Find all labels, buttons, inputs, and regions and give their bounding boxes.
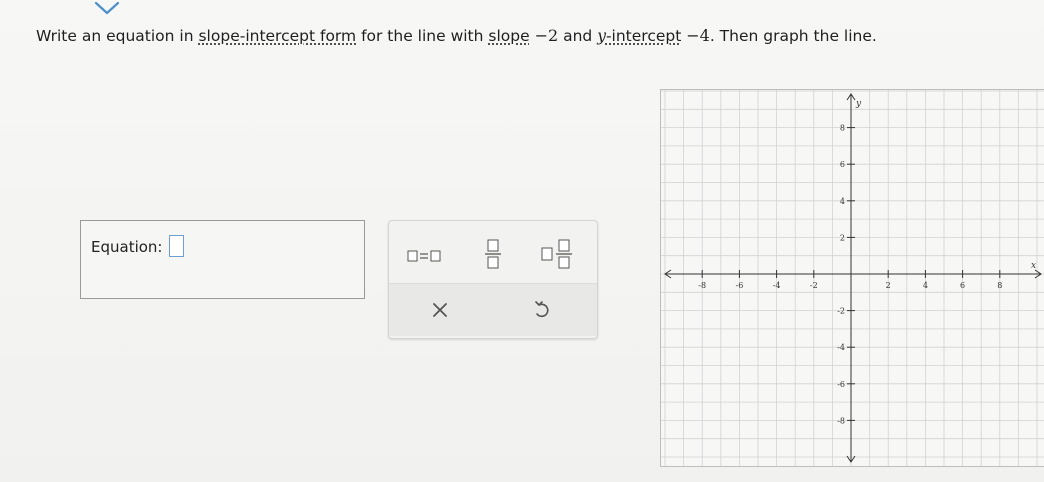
equation-answer-box (80, 220, 365, 299)
undo-button[interactable] (527, 296, 557, 324)
math-toolbar (388, 220, 598, 339)
x-tick-label: 2 (885, 281, 891, 290)
slope-intercept-form-link[interactable]: slope-intercept form (198, 27, 357, 45)
y-tick-label: 4 (839, 196, 845, 206)
question-part3: and (558, 27, 598, 45)
mixed-number-template-button[interactable] (537, 235, 577, 273)
collapse-chevron-icon[interactable] (92, 0, 122, 18)
x-tick-label: -8 (698, 281, 707, 290)
close-icon (431, 301, 449, 319)
x-tick-label: 8 (997, 281, 1003, 290)
tick-labels (698, 99, 1036, 425)
toolbar-action-row (389, 283, 597, 336)
x-tick-label: -4 (772, 281, 781, 290)
grid-lines (661, 90, 1044, 466)
mixed-number-template-icon (539, 237, 575, 271)
y-tick-label: -4 (837, 343, 845, 353)
question-part1: Write an equation in (36, 27, 199, 45)
equals-template-icon (404, 248, 444, 264)
y-tick-label: 6 (839, 160, 845, 170)
question-part2: for the line with (356, 27, 489, 45)
fraction-template-icon (483, 237, 503, 271)
y-variable: y (597, 27, 606, 45)
x-tick-label: -2 (809, 281, 818, 290)
axes (665, 94, 1041, 462)
equation-label: Equation: (91, 238, 163, 256)
question-text (36, 26, 877, 45)
coordinate-graph[interactable] (660, 89, 1044, 467)
undo-icon (533, 300, 551, 320)
equation-input[interactable] (169, 235, 184, 257)
y-axis-label: y (856, 99, 862, 109)
slope-value: −2 (534, 26, 559, 45)
graph-canvas[interactable] (661, 90, 1044, 466)
y-tick-label: -6 (837, 379, 845, 389)
y-tick-label: -8 (837, 416, 845, 426)
clear-button[interactable] (425, 296, 455, 324)
intercept-link[interactable]: -intercept (605, 27, 682, 45)
x-tick-label: -6 (735, 281, 744, 290)
x-axis-label: x (1031, 261, 1037, 271)
y-tick-label: 2 (839, 233, 845, 243)
x-tick-label: 4 (922, 281, 928, 290)
y-tick-label: 8 (839, 123, 845, 133)
slope-link[interactable]: slope (488, 27, 530, 45)
equals-template-button[interactable] (401, 245, 447, 267)
question-part4: . Then graph the line. (709, 27, 877, 45)
fraction-template-button[interactable] (479, 235, 507, 273)
intercept-value: −4 (686, 26, 710, 45)
x-tick-label: 6 (960, 281, 966, 290)
y-tick-label: -2 (837, 306, 845, 316)
